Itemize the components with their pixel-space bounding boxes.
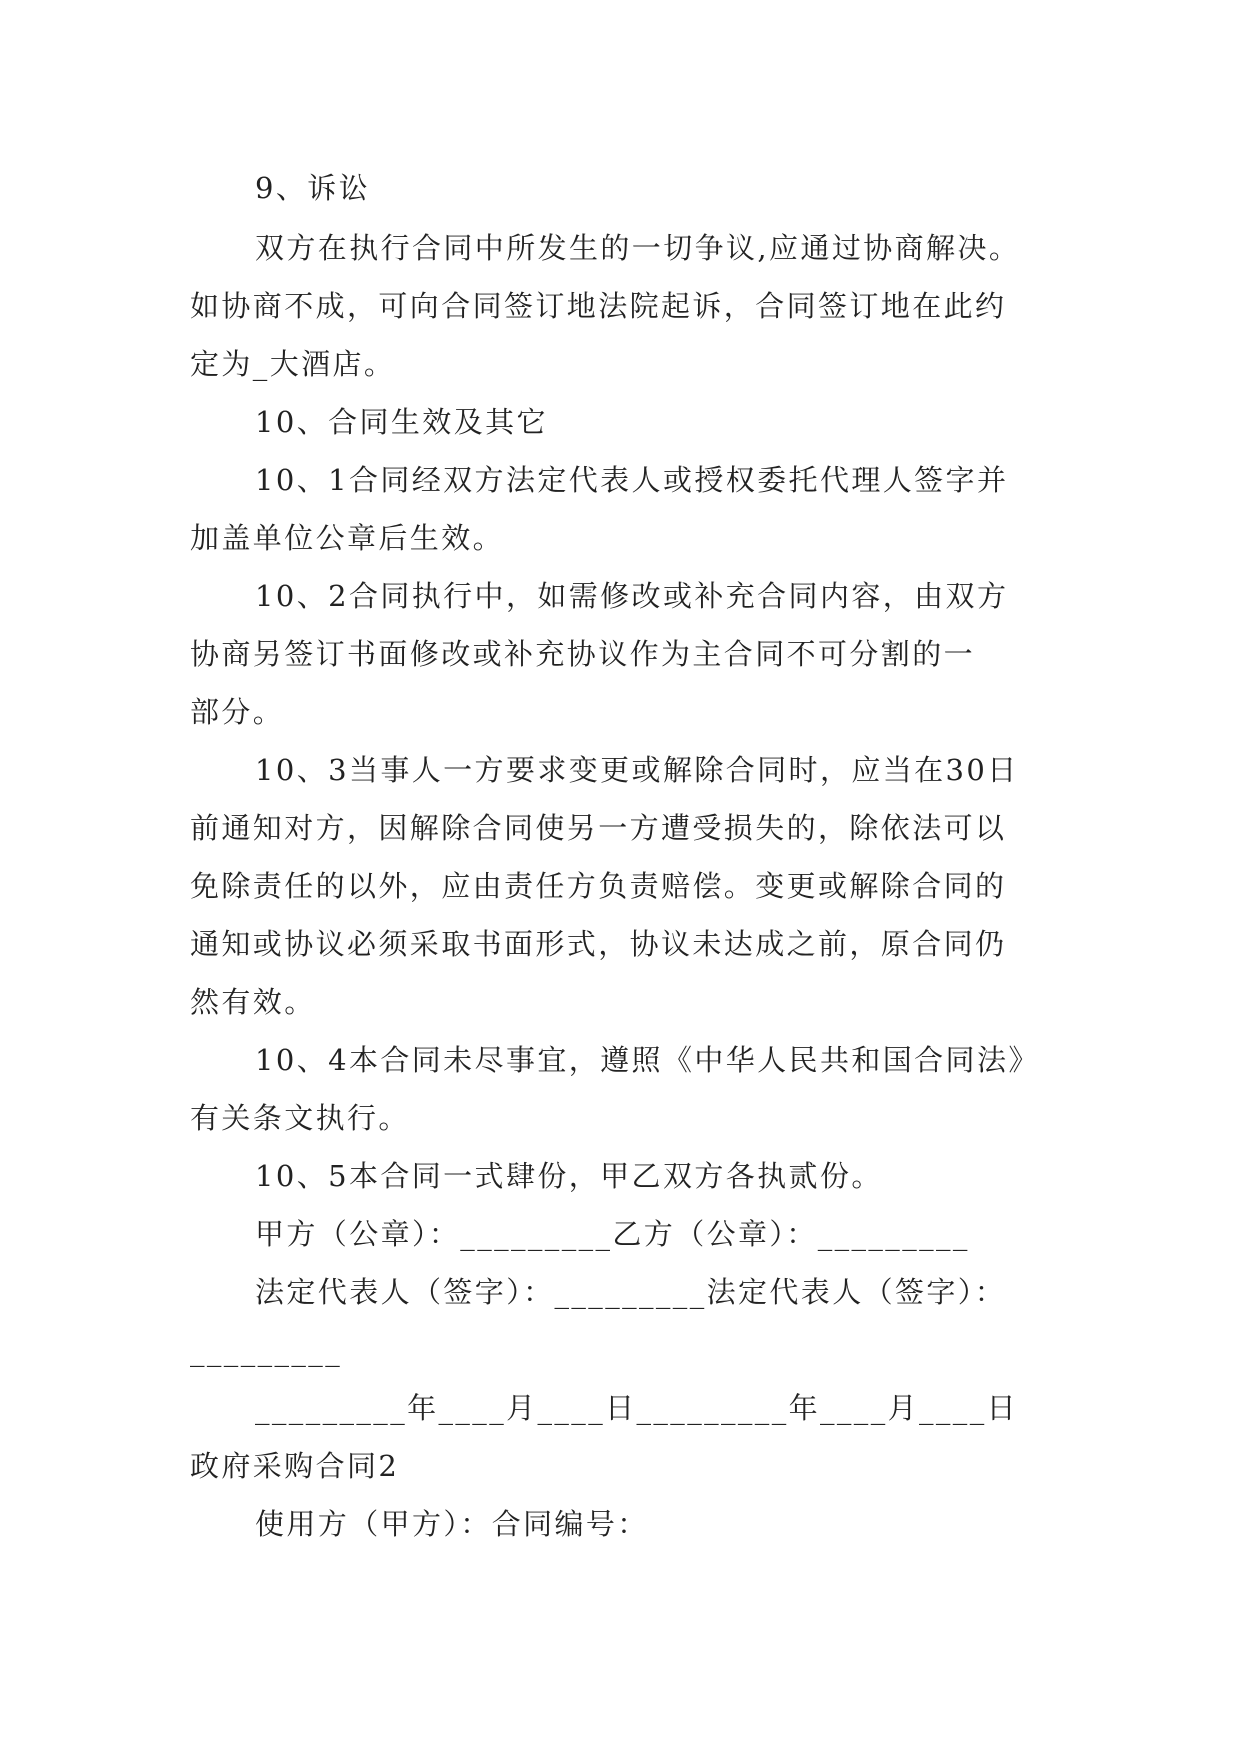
paragraph-line: 有关条文执行。 <box>190 1101 410 1135</box>
signature-blank: _________ <box>190 1333 343 1367</box>
paragraph-line: 免除责任的以外，应由责任方负责赔偿。变更或解除合同的 <box>190 869 1007 903</box>
signature-line-seal: 甲方（公章）：_________乙方（公章）：_________ <box>255 1217 970 1251</box>
signature-line-representative: 法定代表人（签字）：_________法定代表人（签字）： <box>255 1275 1007 1309</box>
paragraph-line: 加盖单位公章后生效。 <box>190 521 505 555</box>
paragraph-line: 10、1合同经双方法定代表人或授权委托代理人签字并 <box>255 463 1009 497</box>
paragraph-line: 10、5本合同一式肆份，甲乙双方各执贰份。 <box>255 1159 883 1193</box>
date-line: _________年____月____日_________年____月____日 <box>255 1391 1018 1425</box>
paragraph-line: 协商另签订书面修改或补充协议作为主合同不可分割的一 <box>190 637 976 671</box>
paragraph-line: 定为_大酒店。 <box>190 347 396 381</box>
section-heading-10: 10、合同生效及其它 <box>255 405 548 439</box>
paragraph-line: 前通知对方，因解除合同使另一方遭受损失的，除依法可以 <box>190 811 1007 845</box>
paragraph-line: 使用方（甲方）：合同编号： <box>255 1507 649 1541</box>
section-heading-9: 9、诉讼 <box>255 171 371 205</box>
paragraph-line: 如协商不成，可向合同签订地法院起诉，合同签订地在此约 <box>190 289 1007 323</box>
paragraph-line: 10、3当事人一方要求变更或解除合同时，应当在30日 <box>255 753 1019 787</box>
paragraph-line: 然有效。 <box>190 985 316 1019</box>
paragraph-line: 10、4本合同未尽事宜，遵照《中华人民共和国合同法》 <box>255 1043 1040 1077</box>
paragraph-line: 10、2合同执行中，如需修改或补充合同内容，由双方 <box>255 579 1009 613</box>
document-title: 政府采购合同2 <box>190 1449 400 1483</box>
paragraph-line: 部分。 <box>190 695 285 729</box>
paragraph-line: 双方在执行合同中所发生的一切争议,应通过协商解决。 <box>255 231 1021 265</box>
paragraph-line: 通知或协议必须采取书面形式，协议未达成之前，原合同仍 <box>190 927 1007 961</box>
